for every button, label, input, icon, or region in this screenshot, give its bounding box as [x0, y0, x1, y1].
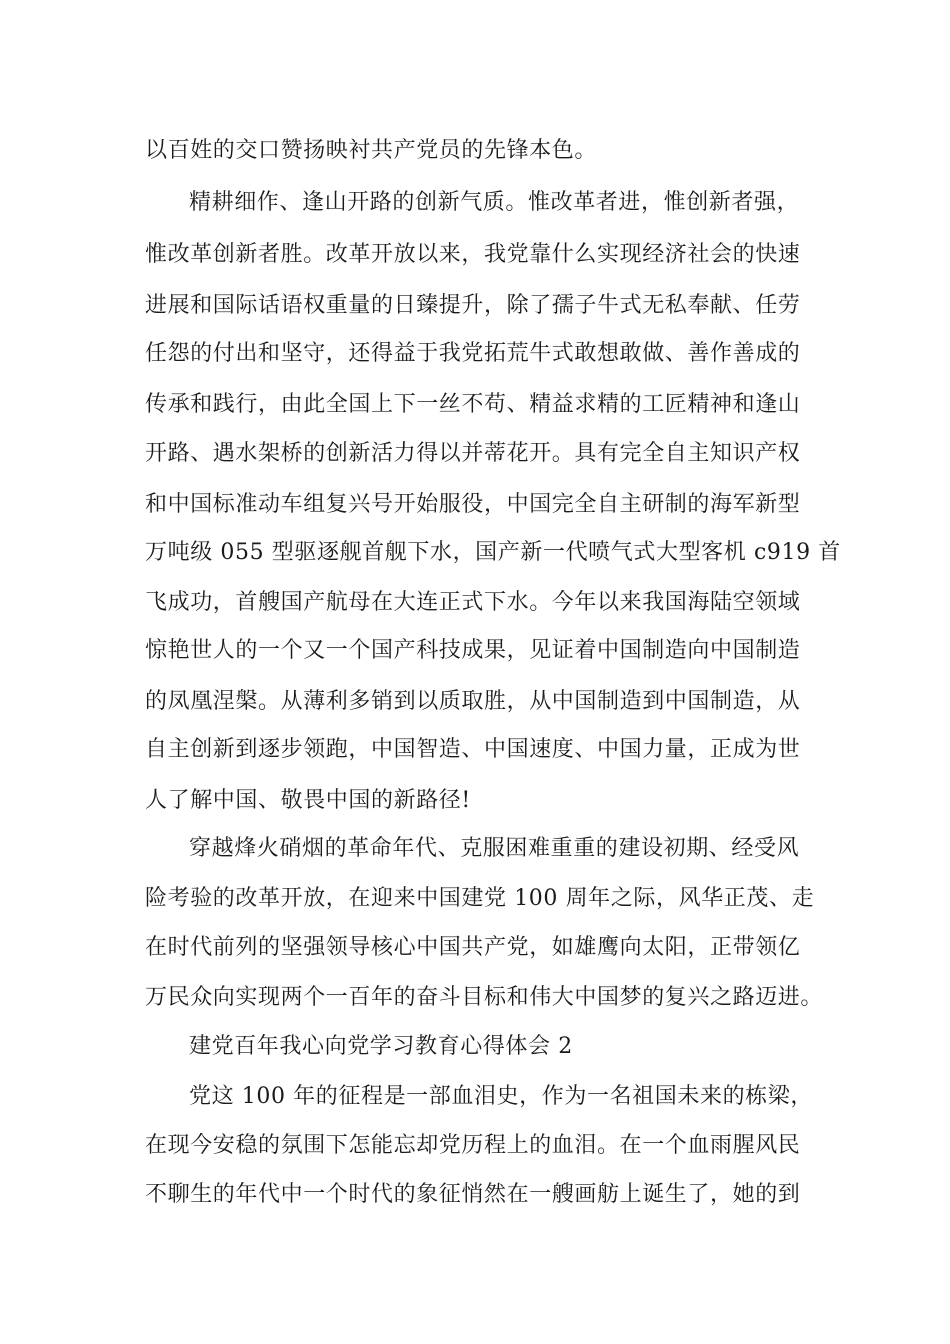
text-line: 不聊生的年代中一个时代的象征悄然在一艘画舫上诞生了，她的到 [145, 1182, 801, 1207]
paragraph-start: 党这 100 年的征程是一部血泪史，作为一名祖国未来的栋梁， [189, 1084, 813, 1109]
paragraph-start: 穿越烽火硝烟的革命年代、克服困难重重的建设初期、经受风 [189, 836, 800, 861]
section-heading: 建党百年我心向党学习教育心得体会 2 [189, 1034, 573, 1059]
text-line: 任怨的付出和坚守，还得益于我党拓荒牛式敢想敢做、善作善成的 [145, 341, 801, 366]
text-line: 以百姓的交口赞扬映衬共产党员的先锋本色。 [145, 138, 598, 163]
text-line: 万民众向实现两个一百年的奋斗目标和伟大中国梦的复兴之路迈进。 [145, 985, 824, 1010]
text-line: 万吨级 055 型驱逐舰首舰下水，国产新一代喷气式大型客机 c919 首 [145, 540, 841, 565]
text-line: 开路、遇水架桥的创新活力得以并蒂花开。具有完全自主知识产权 [145, 441, 801, 466]
text-line: 传承和践行，由此全国上下一丝不苟、精益求精的工匠精神和逢山 [145, 392, 801, 417]
text-line: 飞成功，首艘国产航母在大连正式下水。今年以来我国海陆空领域 [145, 590, 801, 615]
paragraph-start: 精耕细作、逢山开路的创新气质。惟改革者进，惟创新者强， [189, 190, 800, 215]
text-line: 在时代前列的坚强领导核心中国共产党，如雄鹰向太阳，正带领亿 [145, 935, 801, 960]
text-line: 在现今安稳的氛围下怎能忘却党历程上的血泪。在一个血雨腥风民 [145, 1133, 801, 1158]
text-line: 险考验的改革开放，在迎来中国建党 100 周年之际，风华正茂、走 [145, 886, 815, 911]
text-line: 的凤凰涅槃。从薄利多销到以质取胜，从中国制造到中国制造，从 [145, 689, 801, 714]
text-line: 和中国标准动车组复兴号开始服役，中国完全自主研制的海军新型 [145, 492, 801, 517]
text-line: 人了解中国、敬畏中国的新路径! [145, 788, 471, 813]
text-line: 惟改革创新者胜。改革开放以来，我党靠什么实现经济社会的快速 [145, 242, 801, 267]
text-line: 惊艳世人的一个又一个国产科技成果，见证着中国制造向中国制造 [145, 638, 801, 663]
text-line: 自主创新到逐步领跑，中国智造、中国速度、中国力量，正成为世 [145, 737, 801, 762]
text-line: 进展和国际话语权重量的日臻提升，除了孺子牛式无私奉献、任劳 [145, 293, 801, 318]
